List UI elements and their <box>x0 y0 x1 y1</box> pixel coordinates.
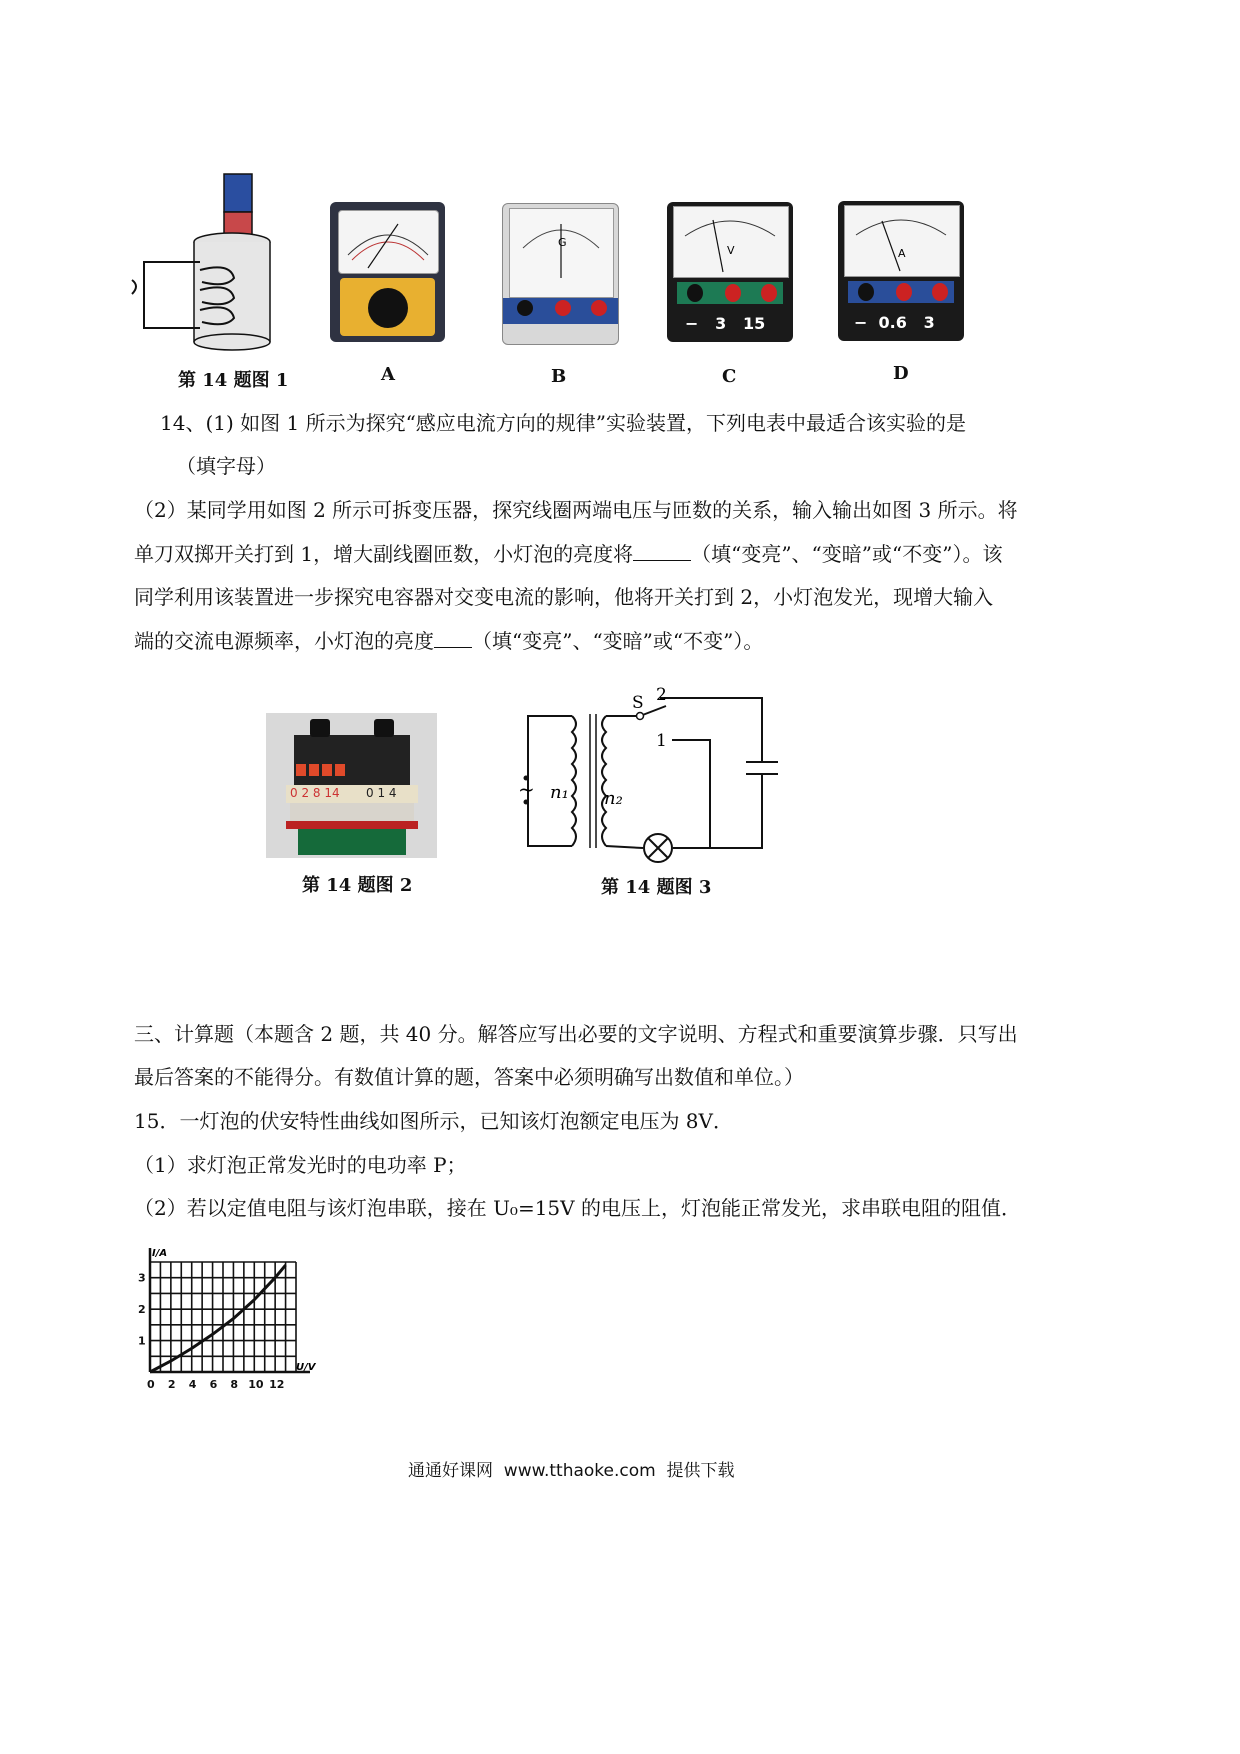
meter-d-ammeter <box>838 201 964 341</box>
section3-line1: 三、计算题（本题含 2 题，共 40 分。解答应写出必要的文字说明、方程式和重要演算步骤．只写出 <box>134 1022 1018 1046</box>
option-d-label: D <box>893 363 909 384</box>
fig2-terminal-labels-left: 0 2 8 14 <box>290 786 340 800</box>
fig1-caption: 第 14 题图 1 <box>178 370 289 391</box>
q14-part2-line2 <box>134 540 1002 568</box>
fig3-source-symbol: ~ <box>518 777 535 801</box>
fig3-caption: 第 14 题图 3 <box>601 877 712 898</box>
primary-coil <box>572 716 576 846</box>
x-tick-label: 8 <box>230 1378 239 1391</box>
chart-x-axis-label: U/V <box>296 1362 316 1373</box>
meter-c-voltmeter <box>667 202 793 342</box>
y-tick-label: 3 <box>138 1271 146 1285</box>
meter-d-letter: A <box>898 247 906 260</box>
page-footer: 通通好课网 www.tthaoke.com 提供下载 <box>408 1461 735 1481</box>
fig3-n2-label: n₂ <box>604 788 623 809</box>
x-tick-label: 2 <box>167 1378 176 1391</box>
meter-b-galvanometer <box>502 203 619 345</box>
section3-line2: 最后答案的不能得分。有数值计算的题，答案中必须明确写出数值和单位。） <box>134 1065 804 1089</box>
fig3-position-2: 2 <box>656 685 667 705</box>
q14-part2-line4-end: （填“变亮”、“变暗”或“不变”）。 <box>472 629 764 653</box>
fig1-coil-magnet <box>130 170 290 370</box>
option-b-label: B <box>551 366 567 387</box>
fig2-terminal-labels-right: 0 1 4 <box>366 786 397 800</box>
x-tick-label: 6 <box>209 1378 218 1391</box>
answer-blank-1[interactable] <box>633 540 691 561</box>
y-tick-label: 2 <box>138 1303 146 1317</box>
option-c-label: C <box>722 366 737 387</box>
q14-part2-line2-start: 单刀双掷开关打到 1，增大副线圈匝数，小灯泡的亮度将 <box>134 542 634 566</box>
answer-blank-2[interactable] <box>434 627 472 648</box>
q14-part2-line4 <box>134 627 763 655</box>
q14-part2-line1: （2）某同学用如图 2 所示可拆变压器，探究线圈两端电压与匝数的关系，输入输出如图 3 所示。将 <box>134 498 1018 522</box>
fig2-transformer-photo <box>266 713 437 858</box>
y-tick-label: 1 <box>138 1334 146 1348</box>
x-tick-label: 10 <box>248 1378 264 1391</box>
fig3-circuit-diagram <box>510 684 790 864</box>
q15-line2: （1）求灯泡正常发光时的电功率 P； <box>134 1153 467 1177</box>
meter-a-multimeter <box>330 202 445 342</box>
q14-part1-line2: （填字母） <box>176 454 276 478</box>
secondary-coil <box>602 716 606 846</box>
fig3-switch-label: S <box>632 693 644 713</box>
meter-c-letter: V <box>727 244 735 257</box>
chart-y-axis-label: I/A <box>152 1248 168 1259</box>
option-a-label: A <box>381 364 395 385</box>
fig2-caption: 第 14 题图 2 <box>302 875 413 896</box>
q14-part2-line4-start: 端的交流电源频率，小灯泡的亮度 <box>134 629 434 653</box>
x-tick-label: 12 <box>269 1378 285 1391</box>
iu-characteristic-chart <box>138 1244 328 1394</box>
fig3-n1-label: n₁ <box>550 782 569 803</box>
q14-part1-line1: 14、(1) 如图 1 所示为探究“感应电流方向的规律”实验装置，下列电表中最适合该实验的是 <box>160 411 967 435</box>
q14-part2-line3: 同学利用该装置进一步探究电容器对交变电流的影响，他将开关打到 2，小灯泡发光，现增大输入 <box>134 585 994 609</box>
x-tick-label: 0 <box>147 1378 155 1391</box>
x-tick-label: 4 <box>188 1378 197 1391</box>
meter-c-terminal-labels: − 3 15 <box>685 314 766 333</box>
fig3-position-1: 1 <box>656 731 667 751</box>
meter-d-terminal-labels: − 0.6 3 <box>854 313 935 332</box>
q15-line3: （2）若以定值电阻与该灯泡串联，接在 U₀=15V 的电压上，灯泡能正常发光，求串联电阻的阻值． <box>134 1196 1021 1220</box>
meter-b-letter: G <box>558 236 567 249</box>
q15-line1: 15．一灯泡的伏安特性曲线如图所示，已知该灯泡额定电压为 8V． <box>134 1109 733 1133</box>
q14-part2-line2-end: （填“变亮”、“变暗”或“不变”）。该 <box>691 542 1003 566</box>
